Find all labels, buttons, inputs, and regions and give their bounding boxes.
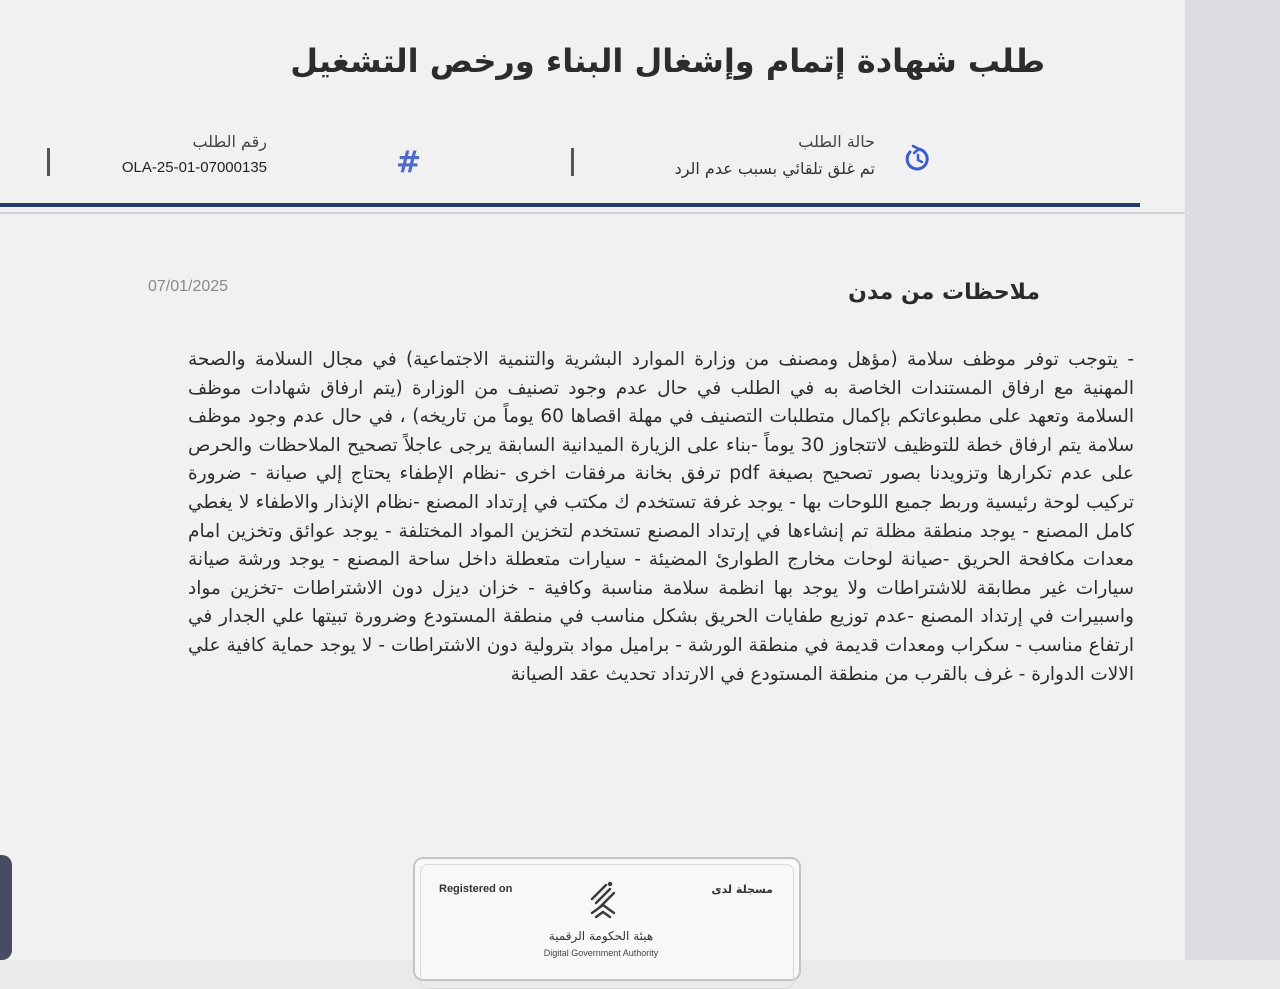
registered-on-label-ar: مسجلة لدى: [711, 883, 773, 896]
notes-date: 07/01/2025: [148, 278, 229, 295]
page-title: طلب شهادة إتمام وإشغال البناء ورخص التشغيل: [290, 42, 1045, 80]
request-status-value: تم غلق تلقائي بسبب عدم الرد: [674, 159, 875, 178]
notes-heading: ملاحظات من مدن: [848, 280, 1040, 305]
refresh-clock-icon: [901, 142, 935, 176]
authority-name-en: Digital Government Authority: [543, 948, 659, 958]
number-divider: [47, 148, 50, 176]
hash-icon: #: [396, 145, 422, 180]
request-number: [122, 132, 267, 176]
registered-on-label: Registered on: [439, 883, 513, 895]
background-strip: [1185, 0, 1280, 960]
edge-shadow: [0, 855, 12, 960]
request-number-label: رقم الطلب: [192, 132, 267, 151]
registration-card-inner: [420, 864, 794, 989]
request-status: [675, 132, 875, 178]
authority-name-ar: هيئة الحكومة الرقمية: [548, 929, 654, 943]
request-status-label: حالة الطلب: [798, 132, 875, 151]
header-divider: [0, 203, 1140, 207]
notes-body: - يتوجب توفر موظف سلامة (مؤهل ومصنف من وزارة الموارد البشرية والتنمية الاجتماعية) في مجال السلامة والصحة المهنية مع ارفاق المستندات الخاصة به في الطلب في حال عدم وجود تصنيف من الوزارة (يتم ارفاق شهادات موظف السلامة وتعهد على مطبوعاتكم بإكمال متطلبات التصنيف في مهلة اقصاها 60 يوماً من تاريخه) ، في حال عدم وجود موظف سلامة يتم ارفاق خطة للتوظيف لاتتجاوز 30 يوماً -بناء على الزيارة الميدانية السابقة يرجى عاجلاً تصحيح الملاحظات والحرص على عدم تكرارها وتزويدنا بصور تصحيح بصيغة pdf ترفق بخانة مرفقات اخرى -نظام الإطفاء يحتاج إلي صيانة - ضرورة تركيب لوحة رئيسية وربط جميع اللوحات بها - يوجد غرفة تستخدم ك مكتب في إرتداد المصنع -نظام الإنذار والاطفاء لا يغطي كامل المصنع - يوجد منطقة مظلة تم إنشاءها في إرتداد المصنع تستخدم لتخزين المواد المختلفة - يوجد عوائق وتخزين امام معدات مكافحة الحريق -صيانة لوحات مخارج الطوارئ المضيئة - سيارات متعطلة داخل ساحة المصنع - يوجد ورشة صيانة سيارات غير مطابقة للاشتراطات ولا يوجد بها انظمة سلامة مناسبة وكافية - خزان ديزل دون الاشتراطات -تخزين مواد واسبيرات في إرتداد المصنع -عدم توزيع طفايات الحريق بشكل مناسب في منطقة المستودع وضرورة تبيتها علي الجدار في ارتفاع مناسب - سكراب ومعدات قديمة في منطقة الورشة - براميل مواد بترولية دون الاشتراطات - لا يوجد حماية كافية علي الالات الدوارة - غرف بالقرب من منطقة المستودع في الارتداد تحديث عقد الصيانة: [188, 349, 1135, 685]
status-divider: [571, 148, 574, 176]
header-divider-shadow: [0, 212, 1185, 214]
registration-card: [413, 857, 801, 981]
request-number-value: OLA-25-01-07000135: [121, 159, 267, 176]
dga-logo-icon: [586, 879, 620, 921]
